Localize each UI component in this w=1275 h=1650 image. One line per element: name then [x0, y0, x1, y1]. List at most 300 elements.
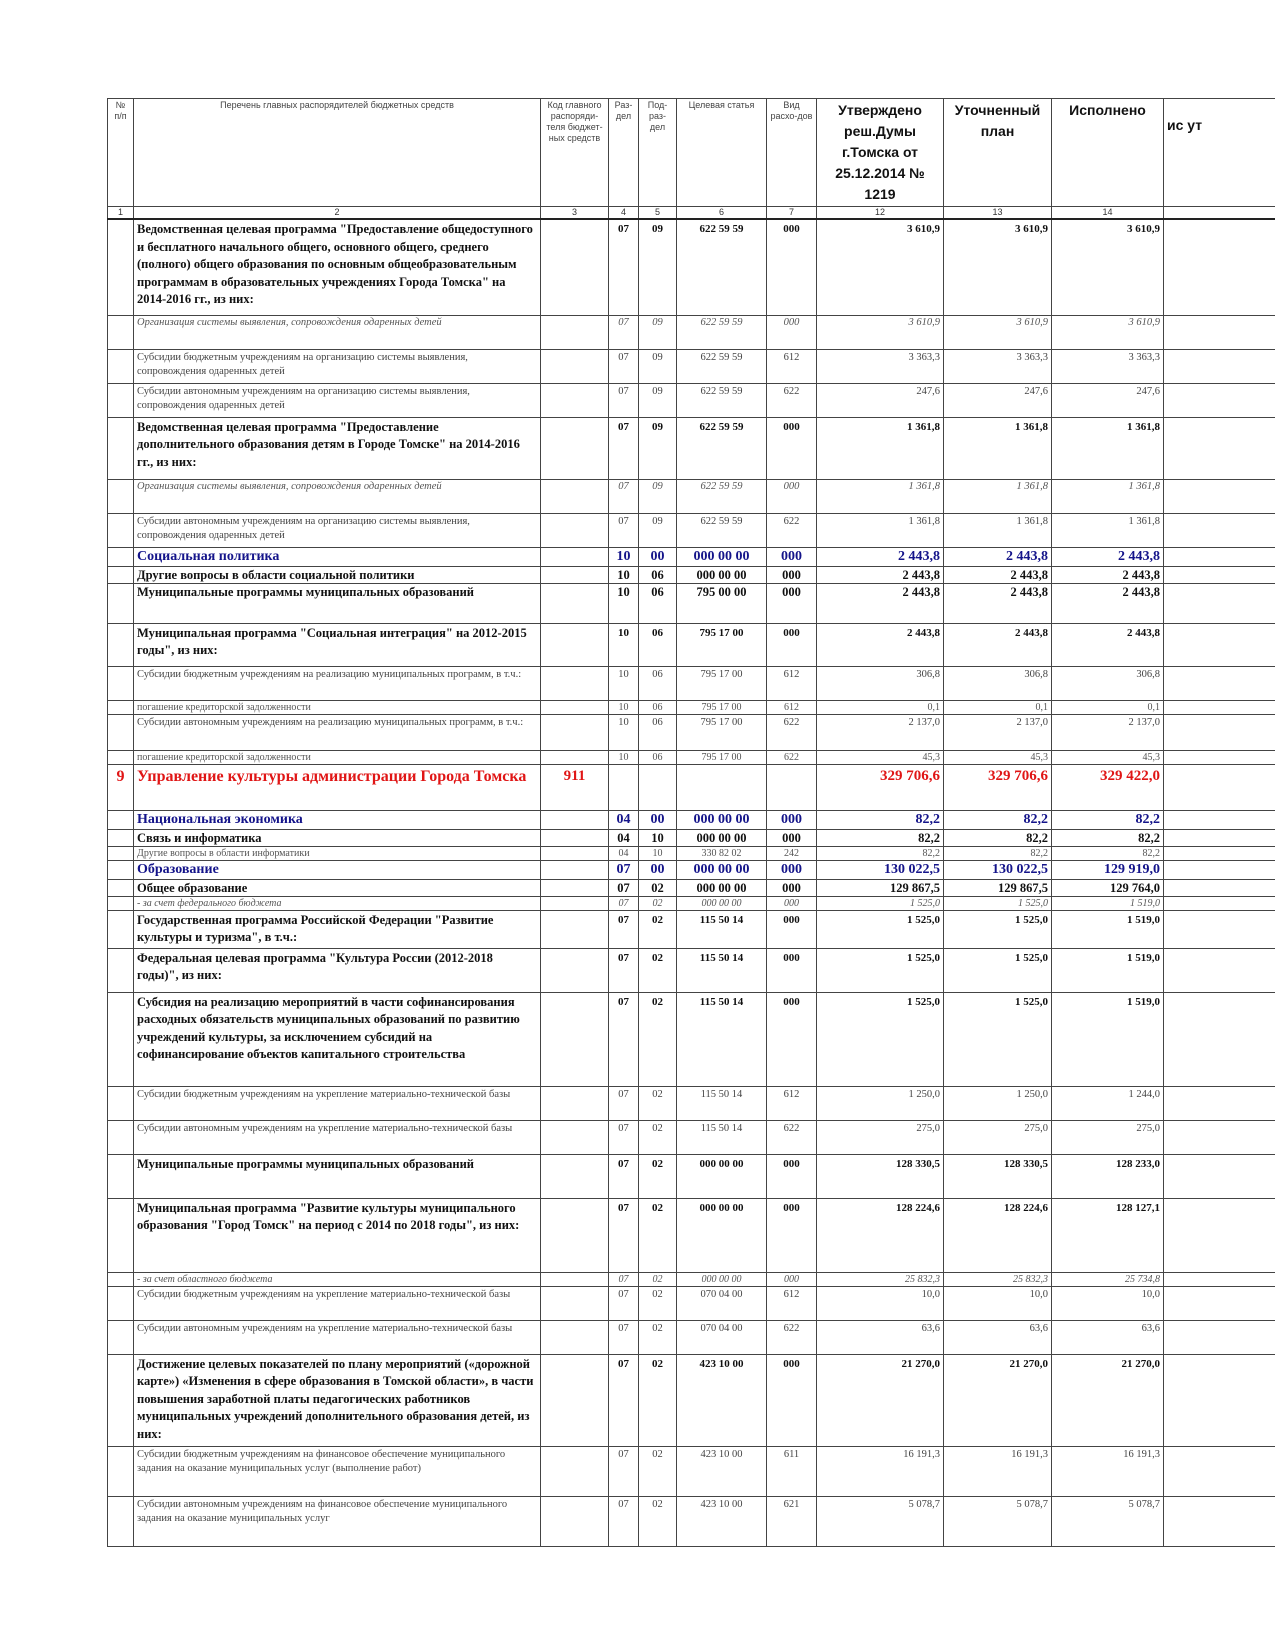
row-code	[541, 513, 609, 547]
row-plan: 3 363,3	[944, 349, 1052, 383]
row-name: Муниципальные программы муниципальных образований	[134, 583, 541, 623]
row-plan: 82,2	[944, 829, 1052, 846]
row-code	[541, 1286, 609, 1320]
row-plan: 25 832,3	[944, 1272, 1052, 1286]
row-approved: 2 443,8	[817, 583, 944, 623]
row-approved: 1 525,0	[817, 896, 944, 910]
row-razdel: 07	[609, 349, 639, 383]
row-extra	[1164, 417, 1275, 479]
table-row	[108, 879, 1275, 896]
row-code	[541, 829, 609, 846]
row-code	[541, 383, 609, 417]
header-celevaya-statya: Целевая статья	[677, 99, 767, 207]
row-celevaya-statya: 000 00 00	[677, 1198, 767, 1272]
row-podrazdel: 09	[639, 383, 677, 417]
table-row	[108, 948, 1275, 992]
row-extra	[1164, 1446, 1275, 1496]
row-extra	[1164, 714, 1275, 750]
row-vid-rashodov: 000	[767, 810, 817, 829]
row-razdel: 07	[609, 896, 639, 910]
row-vid-rashodov: 000	[767, 219, 817, 315]
row-number	[108, 219, 134, 315]
row-plan: 5 078,7	[944, 1496, 1052, 1546]
table-row	[108, 315, 1275, 349]
row-extra	[1164, 479, 1275, 513]
row-plan: 2 137,0	[944, 714, 1052, 750]
row-podrazdel: 02	[639, 910, 677, 948]
row-name: Национальная экономика	[134, 810, 541, 829]
row-vid-rashodov: 622	[767, 1320, 817, 1354]
row-executed: 5 078,7	[1052, 1496, 1164, 1546]
row-extra	[1164, 623, 1275, 666]
row-number	[108, 948, 134, 992]
row-plan: 128 330,5	[944, 1154, 1052, 1198]
row-extra	[1164, 666, 1275, 700]
row-celevaya-statya: 795 17 00	[677, 750, 767, 764]
row-executed: 1 519,0	[1052, 910, 1164, 948]
row-code	[541, 1154, 609, 1198]
table-row	[108, 623, 1275, 666]
row-name: Общее образование	[134, 879, 541, 896]
row-approved: 247,6	[817, 383, 944, 417]
row-number	[108, 349, 134, 383]
row-plan: 129 867,5	[944, 879, 1052, 896]
row-celevaya-statya: 000 00 00	[677, 896, 767, 910]
row-celevaya-statya: 795 17 00	[677, 714, 767, 750]
row-celevaya-statya: 000 00 00	[677, 566, 767, 583]
row-extra	[1164, 583, 1275, 623]
row-podrazdel: 10	[639, 829, 677, 846]
row-vid-rashodov: 622	[767, 714, 817, 750]
row-executed: 3 610,9	[1052, 315, 1164, 349]
row-approved: 3 610,9	[817, 219, 944, 315]
row-celevaya-statya: 423 10 00	[677, 1446, 767, 1496]
row-razdel: 10	[609, 700, 639, 714]
header-vid-rashodov: Вид расхо-дов	[767, 99, 817, 207]
row-podrazdel: 09	[639, 479, 677, 513]
table-row	[108, 896, 1275, 910]
row-extra	[1164, 315, 1275, 349]
row-vid-rashodov: 000	[767, 829, 817, 846]
row-code	[541, 1446, 609, 1496]
row-plan: 1 525,0	[944, 992, 1052, 1086]
row-number	[108, 1120, 134, 1154]
row-razdel: 07	[609, 910, 639, 948]
row-executed: 329 422,0	[1052, 764, 1164, 810]
row-name: Субсидии автономным учреждениям на укрепление материально-технической базы	[134, 1320, 541, 1354]
row-vid-rashodov: 000	[767, 1198, 817, 1272]
row-podrazdel: 02	[639, 992, 677, 1086]
row-approved: 2 443,8	[817, 547, 944, 566]
row-number	[108, 1446, 134, 1496]
row-podrazdel: 02	[639, 1354, 677, 1446]
row-plan: 2 443,8	[944, 583, 1052, 623]
row-name: Социальная политика	[134, 547, 541, 566]
row-approved: 16 191,3	[817, 1446, 944, 1496]
row-executed: 25 734,8	[1052, 1272, 1164, 1286]
row-razdel: 07	[609, 479, 639, 513]
table-row	[108, 1198, 1275, 1272]
header-podrazdel: Под-раз-дел	[639, 99, 677, 207]
row-executed: 128 127,1	[1052, 1198, 1164, 1272]
row-celevaya-statya: 795 00 00	[677, 583, 767, 623]
row-celevaya-statya: 000 00 00	[677, 1272, 767, 1286]
header-executed: Исполнено	[1052, 99, 1164, 207]
row-vid-rashodov	[767, 764, 817, 810]
table-row	[108, 583, 1275, 623]
row-plan: 2 443,8	[944, 547, 1052, 566]
header-code: Код главного распоряди-теля бюджет-ных средств	[541, 99, 609, 207]
row-executed: 2 443,8	[1052, 623, 1164, 666]
row-extra	[1164, 846, 1275, 860]
table-row	[108, 1086, 1275, 1120]
table-row	[108, 1154, 1275, 1198]
row-razdel: 07	[609, 860, 639, 879]
row-approved: 1 361,8	[817, 513, 944, 547]
row-vid-rashodov: 622	[767, 513, 817, 547]
row-executed: 129 764,0	[1052, 879, 1164, 896]
table-row	[108, 417, 1275, 479]
row-name: Связь и информатика	[134, 829, 541, 846]
row-vid-rashodov: 612	[767, 1286, 817, 1320]
row-name: Образование	[134, 860, 541, 879]
column-number-cell	[1164, 207, 1275, 220]
row-number	[108, 829, 134, 846]
row-executed: 82,2	[1052, 829, 1164, 846]
row-number	[108, 810, 134, 829]
row-number	[108, 714, 134, 750]
row-plan: 1 525,0	[944, 896, 1052, 910]
row-vid-rashodov: 612	[767, 349, 817, 383]
table-row	[108, 219, 1275, 315]
row-razdel: 07	[609, 1320, 639, 1354]
column-number-cell: 12	[817, 207, 944, 220]
row-approved: 2 443,8	[817, 623, 944, 666]
row-name: Федеральная целевая программа "Культура России (2012-2018 годы)", из них:	[134, 948, 541, 992]
budget-table-sheet	[107, 98, 1275, 1650]
row-extra	[1164, 764, 1275, 810]
row-name: Субсидии бюджетным учреждениям на реализацию муниципальных программ, в т.ч.:	[134, 666, 541, 700]
row-executed: 306,8	[1052, 666, 1164, 700]
row-vid-rashodov: 000	[767, 948, 817, 992]
row-podrazdel: 02	[639, 879, 677, 896]
row-name: Субсидия на реализацию мероприятий в части софинансирования расходных обязательств муниципальных образований по развитию учреждений культуры, за исключением субсидий на софинансирование объектов капитального строительства	[134, 992, 541, 1086]
row-executed: 3 363,3	[1052, 349, 1164, 383]
row-name: Субсидии бюджетным учреждениям на укрепление материально-технической базы	[134, 1086, 541, 1120]
row-podrazdel: 02	[639, 1198, 677, 1272]
row-podrazdel: 06	[639, 566, 677, 583]
row-name: Ведомственная целевая программа "Предоставление общедоступного и бесплатного начального общего, основного общего, среднего (полного) общего образования по основным общеобразовательным программам в образовательных учреждениях Города Томска" на 2014-2016 гг., из них:	[134, 219, 541, 315]
row-razdel: 07	[609, 948, 639, 992]
table-row	[108, 700, 1275, 714]
row-extra	[1164, 910, 1275, 948]
row-approved: 1 250,0	[817, 1086, 944, 1120]
row-executed: 1 361,8	[1052, 417, 1164, 479]
row-extra	[1164, 860, 1275, 879]
row-approved: 128 224,6	[817, 1198, 944, 1272]
row-celevaya-statya: 000 00 00	[677, 829, 767, 846]
row-code	[541, 879, 609, 896]
row-vid-rashodov: 612	[767, 666, 817, 700]
row-extra	[1164, 547, 1275, 566]
table-row	[108, 666, 1275, 700]
table-row	[108, 1286, 1275, 1320]
row-number	[108, 547, 134, 566]
row-code	[541, 1354, 609, 1446]
row-extra	[1164, 219, 1275, 315]
row-celevaya-statya: 622 59 59	[677, 315, 767, 349]
row-name: Государственная программа Российской Федерации "Развитие культуры и туризма", в т.ч.:	[134, 910, 541, 948]
row-approved: 130 022,5	[817, 860, 944, 879]
row-razdel: 10	[609, 750, 639, 764]
row-code	[541, 1086, 609, 1120]
row-podrazdel: 02	[639, 1086, 677, 1120]
row-podrazdel: 06	[639, 666, 677, 700]
row-extra	[1164, 383, 1275, 417]
row-razdel: 07	[609, 879, 639, 896]
row-plan: 275,0	[944, 1120, 1052, 1154]
row-celevaya-statya: 115 50 14	[677, 1086, 767, 1120]
table-row	[108, 714, 1275, 750]
header-approved: Утверждено реш.Думы г.Томска от 25.12.2014 № 1219	[817, 99, 944, 207]
row-code	[541, 417, 609, 479]
row-podrazdel: 09	[639, 219, 677, 315]
row-celevaya-statya: 330 82 02	[677, 846, 767, 860]
row-approved: 1 361,8	[817, 417, 944, 479]
row-vid-rashodov: 000	[767, 623, 817, 666]
row-approved: 45,3	[817, 750, 944, 764]
row-approved: 5 078,7	[817, 1496, 944, 1546]
row-celevaya-statya: 622 59 59	[677, 513, 767, 547]
row-plan: 0,1	[944, 700, 1052, 714]
row-executed: 82,2	[1052, 846, 1164, 860]
row-celevaya-statya: 070 04 00	[677, 1286, 767, 1320]
row-vid-rashodov: 000	[767, 1354, 817, 1446]
table-row	[108, 750, 1275, 764]
row-podrazdel: 02	[639, 1120, 677, 1154]
row-celevaya-statya: 000 00 00	[677, 879, 767, 896]
row-razdel: 07	[609, 383, 639, 417]
row-executed: 10,0	[1052, 1286, 1164, 1320]
row-name: Субсидии автономным учреждениям на реализацию муниципальных программ, в т.ч.:	[134, 714, 541, 750]
table-row	[108, 1354, 1275, 1446]
row-name: погашение кредиторской задолженности	[134, 700, 541, 714]
row-razdel: 07	[609, 1496, 639, 1546]
column-number-cell: 6	[677, 207, 767, 220]
table-row	[108, 349, 1275, 383]
row-code	[541, 846, 609, 860]
row-code	[541, 479, 609, 513]
row-code	[541, 896, 609, 910]
row-extra	[1164, 513, 1275, 547]
row-number	[108, 700, 134, 714]
row-approved: 25 832,3	[817, 1272, 944, 1286]
row-code	[541, 948, 609, 992]
row-celevaya-statya: 423 10 00	[677, 1496, 767, 1546]
row-number	[108, 666, 134, 700]
row-code	[541, 860, 609, 879]
row-vid-rashodov: 000	[767, 879, 817, 896]
row-name: погашение кредиторской задолженности	[134, 750, 541, 764]
row-plan: 45,3	[944, 750, 1052, 764]
row-code	[541, 1496, 609, 1546]
row-plan: 2 443,8	[944, 566, 1052, 583]
row-plan: 3 610,9	[944, 315, 1052, 349]
row-executed: 45,3	[1052, 750, 1164, 764]
row-razdel: 07	[609, 315, 639, 349]
row-plan: 63,6	[944, 1320, 1052, 1354]
row-extra	[1164, 1086, 1275, 1120]
row-approved: 82,2	[817, 846, 944, 860]
row-razdel: 10	[609, 566, 639, 583]
row-approved: 3 610,9	[817, 315, 944, 349]
row-vid-rashodov: 000	[767, 566, 817, 583]
row-code	[541, 992, 609, 1086]
row-celevaya-statya: 115 50 14	[677, 948, 767, 992]
row-vid-rashodov: 621	[767, 1496, 817, 1546]
row-extra	[1164, 1198, 1275, 1272]
row-executed: 82,2	[1052, 810, 1164, 829]
row-plan: 128 224,6	[944, 1198, 1052, 1272]
table-row	[108, 547, 1275, 566]
row-name: Достижение целевых показателей по плану мероприятий («дорожной карте») «Изменения в сфере образования в Томской области», в части повышения заработной платы педагогических работников муниципальных учреждений дополнительного образования детей, из них:	[134, 1354, 541, 1446]
row-approved: 129 867,5	[817, 879, 944, 896]
row-podrazdel: 10	[639, 846, 677, 860]
row-approved: 306,8	[817, 666, 944, 700]
row-vid-rashodov: 000	[767, 992, 817, 1086]
row-name: Другие вопросы в области социальной политики	[134, 566, 541, 583]
row-extra	[1164, 700, 1275, 714]
row-celevaya-statya: 622 59 59	[677, 383, 767, 417]
row-extra	[1164, 1496, 1275, 1546]
table-row	[108, 992, 1275, 1086]
row-number	[108, 1496, 134, 1546]
row-razdel: 04	[609, 810, 639, 829]
row-vid-rashodov: 000	[767, 1272, 817, 1286]
row-celevaya-statya: 795 17 00	[677, 700, 767, 714]
row-plan: 130 022,5	[944, 860, 1052, 879]
row-executed: 2 137,0	[1052, 714, 1164, 750]
row-approved: 2 137,0	[817, 714, 944, 750]
row-code	[541, 219, 609, 315]
row-podrazdel: 06	[639, 714, 677, 750]
row-podrazdel: 00	[639, 860, 677, 879]
row-celevaya-statya: 622 59 59	[677, 219, 767, 315]
row-name: Субсидии автономным учреждениям на организацию системы выявления, сопровождения одаренных детей	[134, 513, 541, 547]
row-number	[108, 896, 134, 910]
row-extra	[1164, 750, 1275, 764]
row-vid-rashodov: 622	[767, 383, 817, 417]
row-podrazdel: 00	[639, 810, 677, 829]
row-number	[108, 383, 134, 417]
column-number-cell: 5	[639, 207, 677, 220]
table-row	[108, 1272, 1275, 1286]
row-extra	[1164, 948, 1275, 992]
row-plan: 1 250,0	[944, 1086, 1052, 1120]
row-executed: 247,6	[1052, 383, 1164, 417]
row-executed: 2 443,8	[1052, 566, 1164, 583]
row-code	[541, 714, 609, 750]
row-celevaya-statya: 115 50 14	[677, 992, 767, 1086]
row-extra	[1164, 879, 1275, 896]
row-extra	[1164, 896, 1275, 910]
table-row	[108, 1320, 1275, 1354]
row-extra	[1164, 1320, 1275, 1354]
row-plan: 247,6	[944, 383, 1052, 417]
row-number	[108, 417, 134, 479]
row-extra	[1164, 810, 1275, 829]
row-extra	[1164, 1120, 1275, 1154]
row-razdel: 07	[609, 1120, 639, 1154]
row-code	[541, 910, 609, 948]
row-extra	[1164, 566, 1275, 583]
row-name: Субсидии автономным учреждениям на укрепление материально-технической базы	[134, 1120, 541, 1154]
row-podrazdel: 09	[639, 315, 677, 349]
row-number: 9	[108, 764, 134, 810]
table-row	[108, 810, 1275, 829]
row-approved: 1 525,0	[817, 948, 944, 992]
row-number	[108, 1154, 134, 1198]
column-number-cell: 2	[134, 207, 541, 220]
row-celevaya-statya: 622 59 59	[677, 479, 767, 513]
row-plan: 329 706,6	[944, 764, 1052, 810]
table-row	[108, 910, 1275, 948]
row-executed: 21 270,0	[1052, 1354, 1164, 1446]
table-row	[108, 383, 1275, 417]
row-executed: 63,6	[1052, 1320, 1164, 1354]
row-vid-rashodov: 000	[767, 860, 817, 879]
row-vid-rashodov: 612	[767, 1086, 817, 1120]
row-celevaya-statya	[677, 764, 767, 810]
row-extra	[1164, 1286, 1275, 1320]
table-row	[108, 1120, 1275, 1154]
row-vid-rashodov: 000	[767, 479, 817, 513]
row-approved: 128 330,5	[817, 1154, 944, 1198]
row-executed: 129 919,0	[1052, 860, 1164, 879]
row-extra	[1164, 1272, 1275, 1286]
row-name: Организация системы выявления, сопровождения одаренных детей	[134, 479, 541, 513]
row-code	[541, 1272, 609, 1286]
row-podrazdel: 00	[639, 547, 677, 566]
row-plan: 21 270,0	[944, 1354, 1052, 1446]
row-podrazdel: 06	[639, 583, 677, 623]
row-razdel: 10	[609, 583, 639, 623]
row-plan: 82,2	[944, 810, 1052, 829]
row-executed: 2 443,8	[1052, 583, 1164, 623]
row-approved: 0,1	[817, 700, 944, 714]
table-row	[108, 764, 1275, 810]
row-podrazdel: 06	[639, 623, 677, 666]
row-podrazdel: 02	[639, 1320, 677, 1354]
row-name: Субсидии автономным учреждениям на организацию системы выявления, сопровождения одаренных детей	[134, 383, 541, 417]
row-executed: 3 610,9	[1052, 219, 1164, 315]
row-approved: 1 361,8	[817, 479, 944, 513]
table-row	[108, 479, 1275, 513]
row-approved: 82,2	[817, 810, 944, 829]
row-vid-rashodov: 622	[767, 750, 817, 764]
header-plan: Уточненный план	[944, 99, 1052, 207]
row-vid-rashodov: 000	[767, 896, 817, 910]
row-celevaya-statya: 795 17 00	[677, 666, 767, 700]
row-razdel: 10	[609, 547, 639, 566]
row-number	[108, 992, 134, 1086]
row-number	[108, 750, 134, 764]
row-number	[108, 315, 134, 349]
row-extra	[1164, 349, 1275, 383]
row-approved: 275,0	[817, 1120, 944, 1154]
row-number	[108, 910, 134, 948]
row-code	[541, 1320, 609, 1354]
